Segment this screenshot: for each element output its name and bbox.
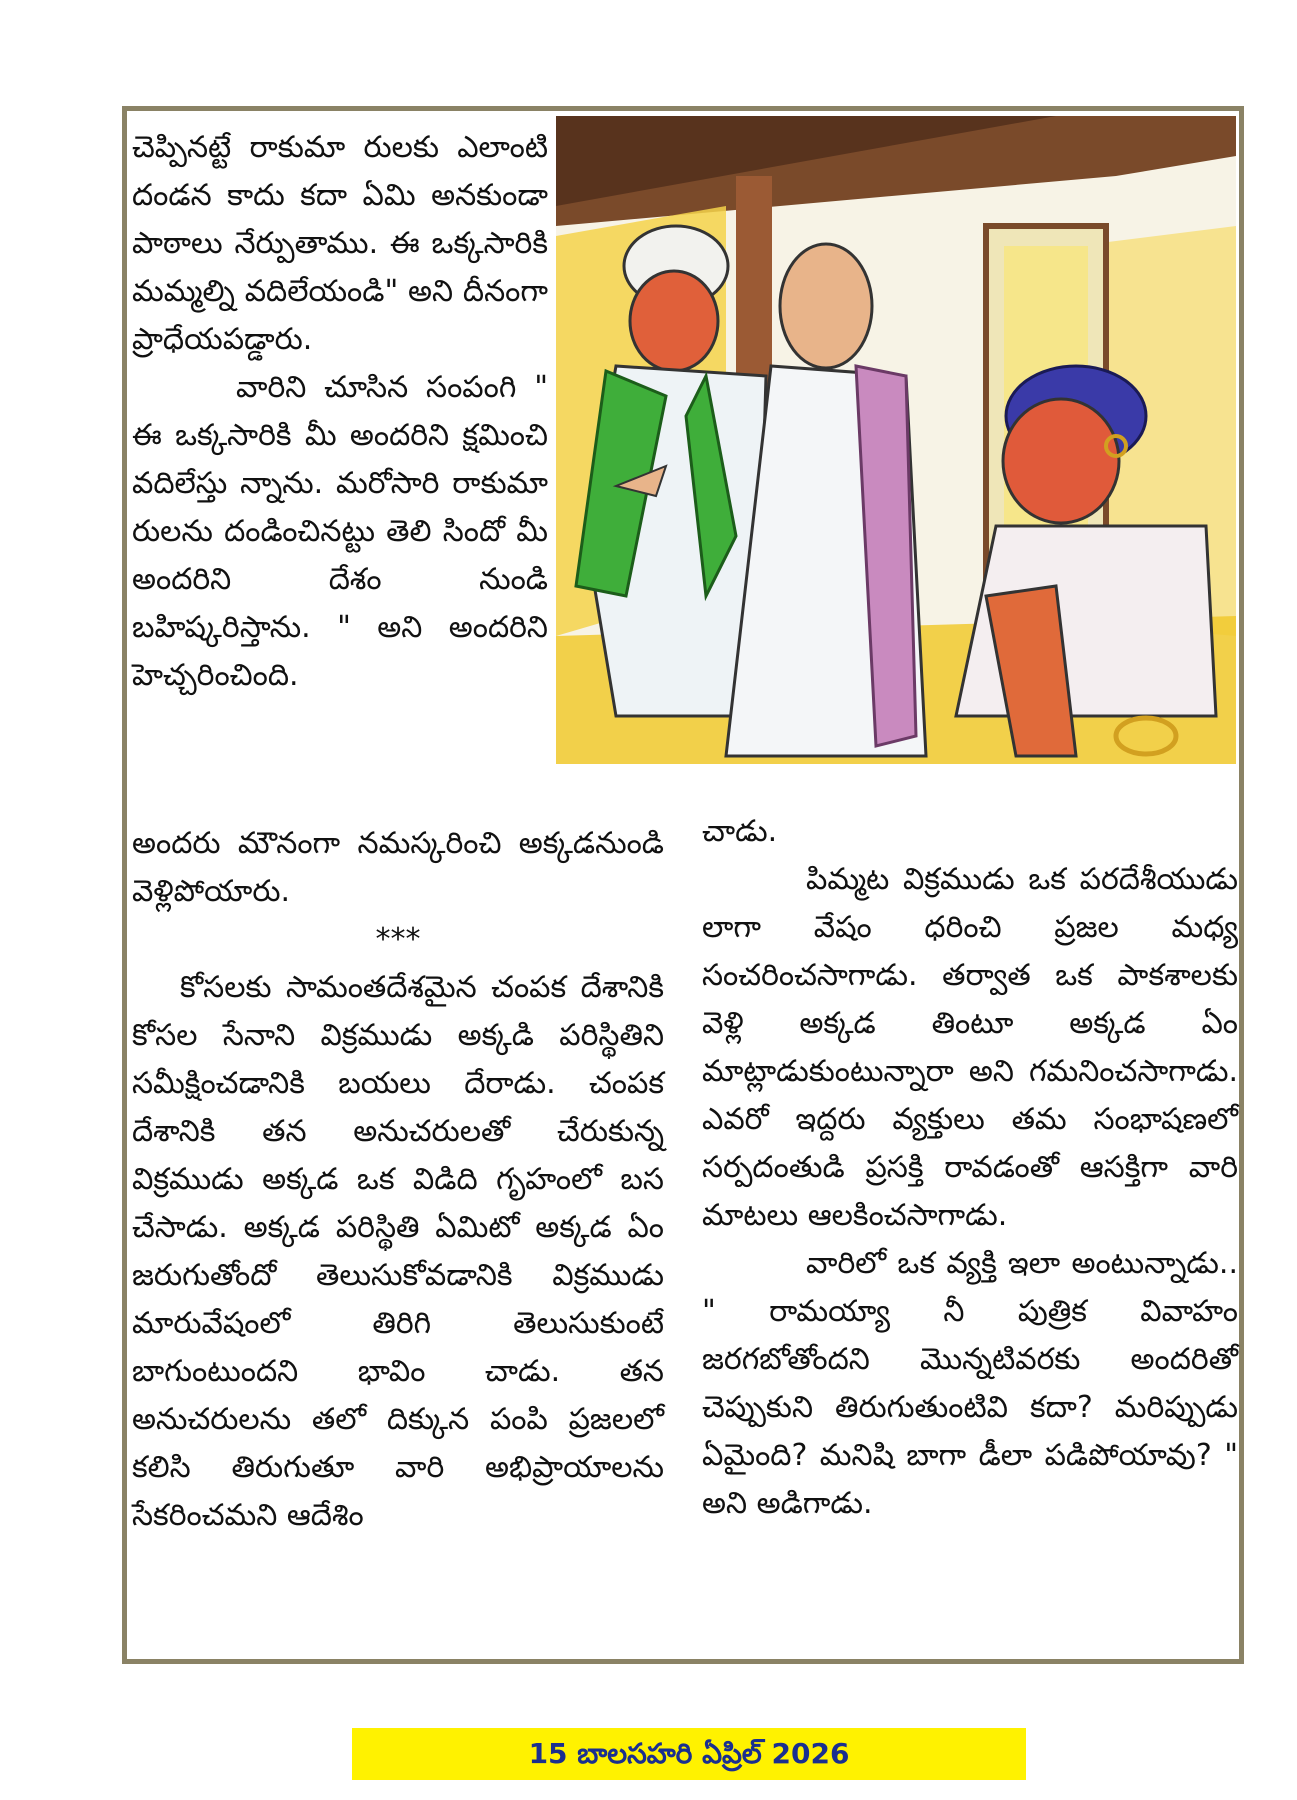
paragraph: అందరు మౌనంగా నమస్కరించి అక్కడనుండి వెళ్లిపోయారు.: [132, 826, 664, 909]
paragraph: కోసలకు సామంతదేశమైన చంపక దేశానికి కోసల సేనాని విక్రముడు అక్కడి పరిస్థితిని సమీక్షించడానికి బయలు దేరాడు. చంపక దేశానికి తన అనుచరులతో చేరుకున్న విక్రముడు అక్కడ ఒక విడిది గృహంలో బస చేసాడు. అక్కడ పరిస్థితి ఏమిటో అక్కడ ఏం జరుగుతోందో తెలుసుకోవడానికి విక్రముడు మారువేషంలో తిరిగి తెలుసుకుంటే బాగుంటుందని భావిం చాడు. తన అనుచరులను తలో దిక్కున పంపి ప్రజలలో కలిసి తిరుగుతూ వారి అభిప్రాయాలను సేకరించమని ఆదేశిం: [132, 970, 664, 1533]
footer-text: 15 బాలసహరి ఏప్రిల్ 2026: [528, 1737, 850, 1770]
paragraph: వారిని చూసిన సంపంగి " ఈ ఒక్కసారికి మీ అందరిని క్షమించి వదిలేస్తు న్నాను. మరోసారి రాకుమా రులను దండించినట్టు తెలి సిందో మీ అందరిని దేశం నుండి బహిష్కరిస్తాను. " అని అందరిని హెచ్చరించింది.: [132, 370, 548, 693]
paragraph: చాడు.: [702, 814, 778, 849]
text-column-left-top: [132, 124, 548, 700]
paragraph: పిమ్మట విక్రముడు ఒక పరదేశీయుడు లాగా వేషం ధరించి ప్రజల మధ్య సంచరించసాగాడు. తర్వాత ఒక పాకశాలకు వెళ్లి అక్కడ తింటూ అక్కడ ఏం మాట్లాడుకుంటున్నారా అని గమనించసాగాడు. ఎవరో ఇద్దరు వ్యక్తులు తమ సంభాషణలో సర్పదంతుడి ప్రసక్తి రావడంతో ఆసక్తిగా వారి మాటలు ఆలకించసాగాడు.: [702, 862, 1238, 1233]
page-footer: [352, 1728, 1026, 1780]
text-column-right: [702, 808, 1238, 1528]
paragraph: చెప్పినట్టే రాకుమా రులకు ఎలాంటి దండన కాదు కదా ఏమి అనకుండా పాఠాలు నేర్పుతాము. ఈ ఒక్కసారికి మమ్మల్ని వదిలేయండి" అని దీనంగా ప్రాధేయపడ్డారు.: [132, 130, 548, 357]
paragraph: వారిలో ఒక వ్యక్తి ఇలా అంటున్నాడు.. " రామయ్యా నీ పుత్రిక వివాహం జరగబోతోందని మొన్నటివరకు అందరితో చెప్పుకుని తిరుగుతుంటివి కదా? మరిప్పుడు ఏమైంది? మనిషి బాగా డీలా పడిపోయావు? " అని అడిగాడు.: [702, 1246, 1238, 1521]
section-separator: ***: [375, 922, 421, 957]
text-column-left-bottom: [132, 820, 664, 1540]
three-men-conversation-illustration: [556, 116, 1236, 764]
